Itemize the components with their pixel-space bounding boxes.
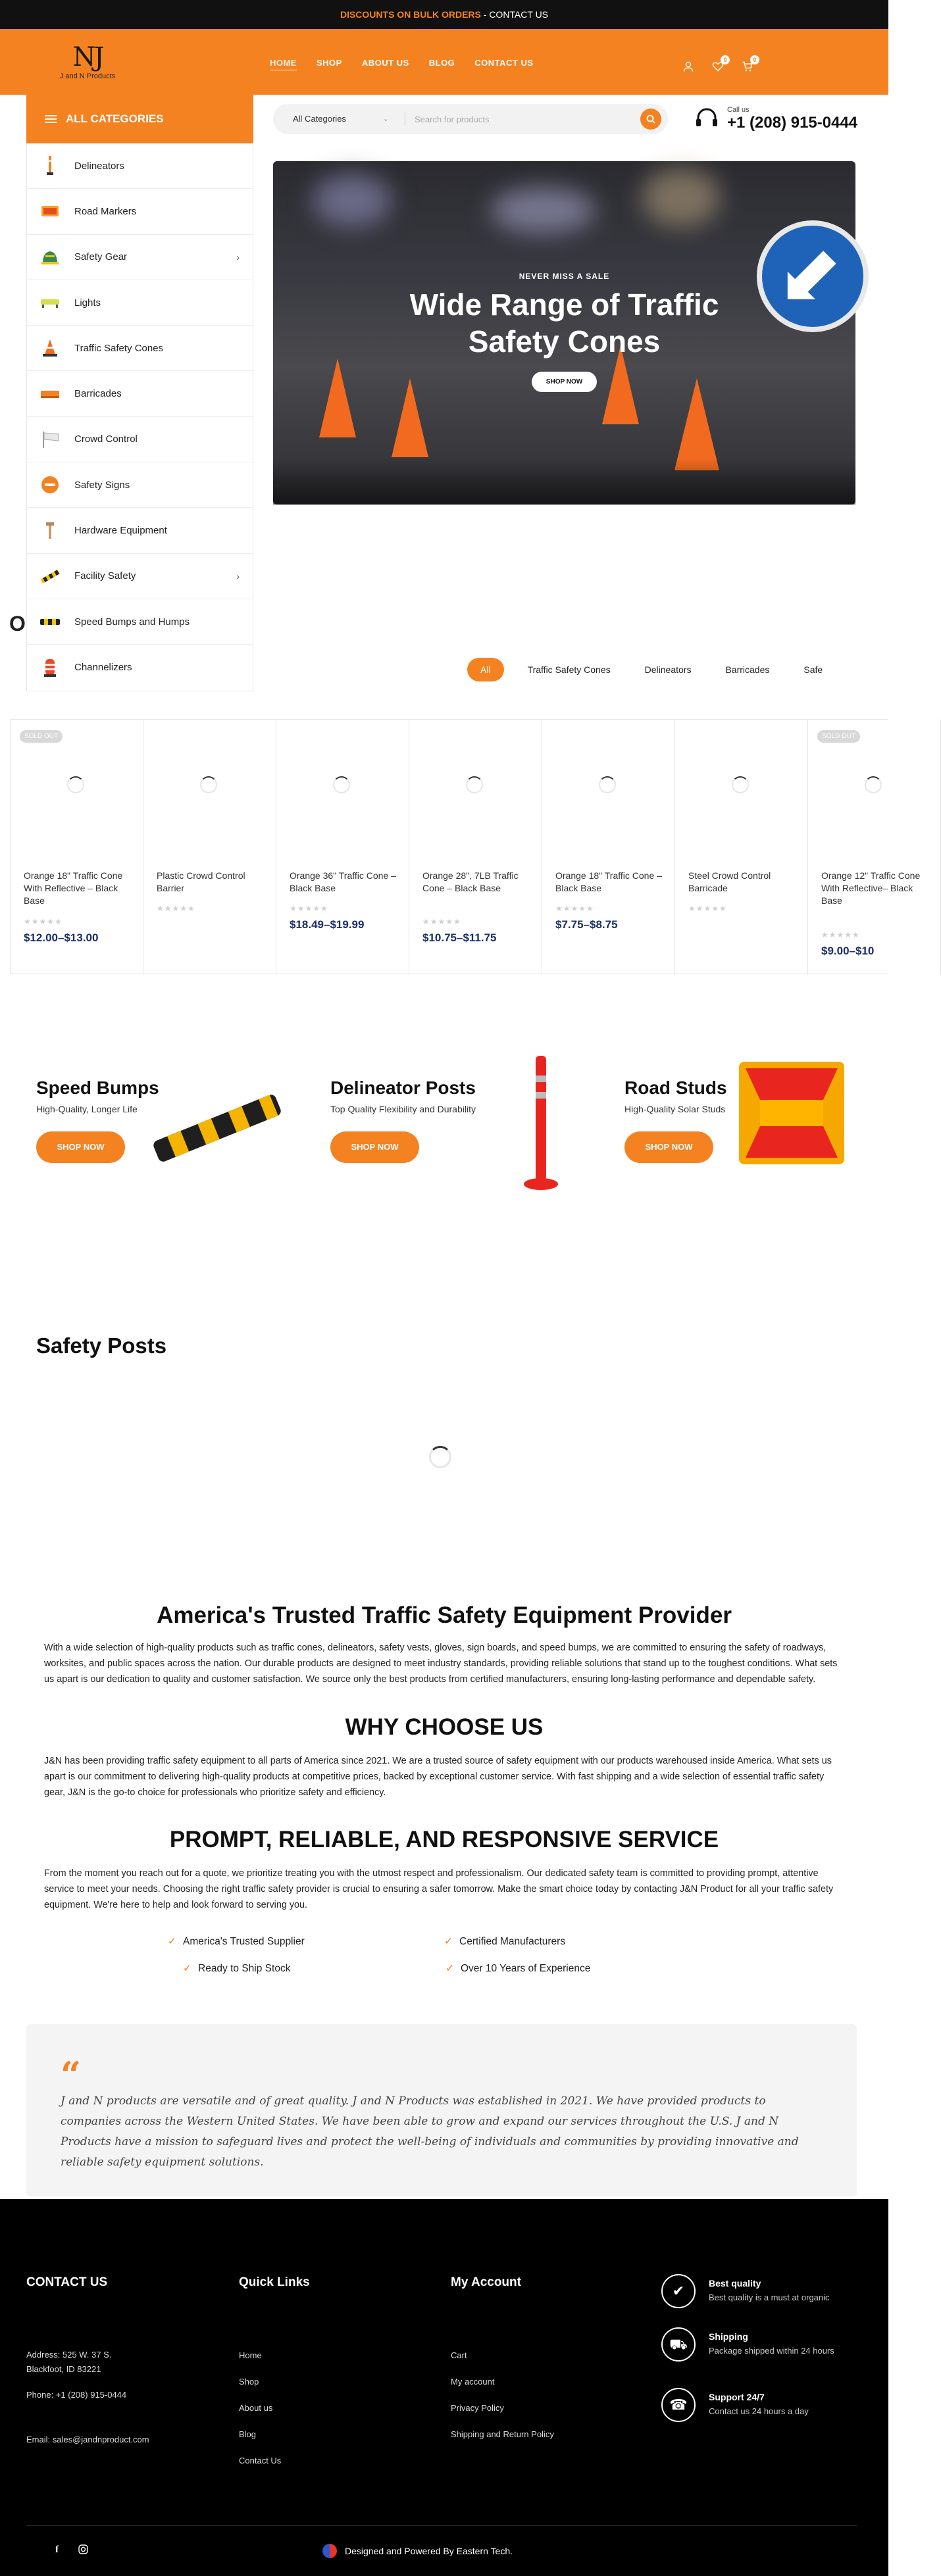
category-label: Facility Safety [74, 570, 136, 582]
footer-link-shipping[interactable]: Shipping and Return Policy [451, 2429, 554, 2439]
rating-stars-icon: ★★★★★ [290, 904, 328, 913]
category-label: Traffic Safety Cones [74, 342, 164, 354]
address-line: Address: 525 W. 37 S. [26, 2350, 112, 2360]
footer-quick-links-title: Quick Links [239, 2275, 310, 2289]
search-category-value: All Categories [293, 114, 346, 124]
sold-out-badge: SOLD OUT [20, 730, 63, 743]
safety-sign-icon [40, 475, 60, 495]
product-name[interactable]: Orange 18" Traffic Cone With Reflective – Black Base [24, 870, 123, 906]
category-label: Lights [74, 297, 101, 309]
speed-bump-icon [40, 612, 60, 632]
announcement-separator: - [480, 9, 490, 20]
footer-contact-title: CONTACT US [26, 2275, 108, 2289]
site-header [0, 29, 888, 95]
feature-desc: Package shipped within 24 hours [709, 2346, 834, 2356]
category-label: Barricades [74, 388, 122, 400]
product-card[interactable] [409, 720, 542, 975]
support-icon: ☎ [661, 2388, 696, 2422]
all-categories-toggle[interactable] [26, 95, 253, 143]
footer-link-privacy[interactable]: Privacy Policy [451, 2403, 504, 2413]
product-name[interactable]: Plastic Crowd Control Barrier [157, 870, 245, 893]
loading-spinner-icon [466, 776, 483, 793]
hero-title-line: Wide Range of Traffic [409, 287, 719, 322]
footer-divider [26, 2525, 857, 2526]
chevron-right-icon: › [236, 570, 240, 582]
bulk-discount-text: DISCOUNTS ON BULK ORDERS [340, 9, 481, 20]
category-item-traffic-safety-cones[interactable] [27, 326, 253, 371]
crowd-control-icon [40, 430, 60, 449]
checkmark-icon: ✓ [183, 1963, 191, 1974]
hero-bg-light [490, 187, 596, 234]
instagram-icon[interactable] [78, 2544, 88, 2557]
nav-home[interactable]: HOME [270, 58, 297, 68]
delineator-post-image [521, 1056, 561, 1194]
check-item [444, 1935, 565, 1948]
footer-address [26, 2348, 111, 2377]
nav-blog[interactable]: BLOG [428, 58, 455, 68]
footer-link-cart[interactable]: Cart [451, 2350, 467, 2360]
facebook-icon[interactable]: f [55, 2544, 59, 2555]
hero-road-shade [273, 458, 855, 505]
check-item [183, 1962, 290, 1975]
hero-bg-light [642, 168, 721, 227]
tab-traffic-safety-cones[interactable]: Traffic Safety Cones [527, 664, 611, 675]
category-item-safety-signs[interactable] [27, 462, 253, 508]
cone-icon [40, 338, 60, 358]
eastern-tech-logo-icon [322, 2544, 337, 2558]
category-label: Crowd Control [74, 433, 138, 445]
promo-title: Speed Bumps [36, 1077, 159, 1098]
sold-out-badge: SOLD OUT [817, 730, 860, 743]
address-line: Blackfoot, ID 83221 [26, 2364, 101, 2374]
announcement-contact-link[interactable]: CONTACT US [489, 9, 549, 20]
product-card[interactable] [542, 720, 675, 975]
promo-title: Delineator Posts [330, 1077, 476, 1098]
channelizer-icon [40, 658, 60, 678]
why-choose-us-title: WHY CHOOSE US [345, 1714, 544, 1740]
footer-link-my-account[interactable]: My account [451, 2377, 495, 2387]
search-icon [646, 114, 655, 124]
quality-icon: ✔ [661, 2274, 696, 2308]
category-label: Road Markers [74, 205, 137, 217]
checkmark-icon: ✓ [168, 1936, 176, 1947]
barricade-icon [40, 384, 60, 404]
product-filter-tabs [467, 658, 833, 681]
about-paragraph: With a wide selection of high-quality products such as traffic cones, delineators, safety vests, gloves, sign boards, and speed bumps, we are committed to ensuring the safety of roadways, worksites, and public spaces across the nation. Our durable products are designed to meet industry standards, providing reliable solutions that stand up to the toughest conditions. What sets us apart is our dedication to quality and customer satisfaction. We source only the best products from certified manufacturers, ensuring long-lasting performance and dependable safety. [44, 1643, 838, 1685]
account-icon[interactable] [682, 61, 695, 74]
facility-safety-icon [40, 566, 60, 586]
footer-link-home[interactable]: Home [239, 2350, 262, 2360]
headset-icon [694, 106, 721, 132]
wishlist-icon[interactable] [711, 57, 727, 74]
product-card[interactable] [808, 720, 941, 975]
footer-link-about[interactable]: About us [239, 2403, 273, 2413]
category-item-facility-safety[interactable] [27, 554, 253, 599]
service-title: PROMPT, RELIABLE, AND RESPONSIVE SERVICE [169, 1827, 719, 1852]
loading-spinner-icon [200, 776, 217, 793]
hero-slider[interactable] [273, 161, 855, 505]
loading-spinner-icon [333, 776, 350, 793]
chevron-right-icon: › [236, 251, 240, 262]
rating-stars-icon: ★★★★★ [157, 904, 195, 913]
truck-icon: ⛟ [661, 2327, 696, 2362]
hero-bg-light [313, 174, 392, 227]
check-item-label: Certified Manufacturers [459, 1936, 566, 1947]
rating-stars-icon: ★★★★★ [821, 930, 860, 939]
product-name[interactable]: Orange 18" Traffic Cone – Black Base [555, 870, 662, 893]
loading-spinner-icon [429, 1446, 451, 1468]
loading-spinner-icon [67, 776, 84, 793]
social-links [55, 2544, 88, 2557]
promo-road-studs [624, 1046, 907, 1164]
search-button[interactable] [640, 109, 661, 130]
product-card[interactable] [276, 720, 409, 975]
product-name[interactable]: Orange 36" Traffic Cone – Black Base [290, 870, 396, 893]
category-item-lights[interactable] [27, 280, 253, 326]
check-item-label: America's Trusted Supplier [183, 1936, 305, 1947]
hero-shop-now-button[interactable]: SHOP NOW [532, 372, 597, 392]
nav-about-us[interactable]: ABOUT US [361, 58, 409, 68]
feature-desc: Best quality is a must at organic [709, 2292, 830, 2302]
check-item [168, 1935, 305, 1948]
promo-title: Road Studs [624, 1077, 727, 1098]
rating-stars-icon: ★★★★★ [555, 904, 594, 913]
footer-link-shop[interactable]: Shop [239, 2377, 259, 2387]
check-item [445, 1962, 590, 1975]
cart-icon[interactable] [741, 57, 757, 74]
product-price: $9.00–$10 [821, 945, 875, 957]
promo-shop-now-button[interactable]: SHOP NOW [624, 1131, 713, 1163]
promo-shop-now-button[interactable]: SHOP NOW [330, 1131, 419, 1163]
check-item-label: Ready to Ship Stock [198, 1963, 291, 1974]
nav-contact-us[interactable]: CONTACT US [474, 58, 534, 68]
category-item-road-markers[interactable] [27, 189, 253, 234]
category-label: Delineators [74, 160, 124, 172]
cart-count-badge: 0 [750, 55, 759, 64]
promo-shop-now-button[interactable]: SHOP NOW [36, 1131, 125, 1163]
footer-credit-text[interactable]: Designed and Powered By Eastern Tech. [345, 2546, 513, 2556]
product-price: $12.00–$13.00 [24, 931, 99, 944]
tab-delineators[interactable]: Delineators [644, 664, 692, 675]
category-item-barricades[interactable] [27, 371, 253, 416]
product-card[interactable] [143, 720, 276, 975]
testimonial-text: J and N products are versatile and of great quality. J and N Products was established in 2021. We have provided products to companies across the Western United States. We have been able to grow and expand our services throughout the U.S. J and N Products have a mission to safeguard lives and protect the well-being of individuals and communities by providing innovative and reliable safety equipment solutions. [61, 2094, 799, 2169]
quote-icon: “ [61, 2054, 82, 2096]
category-list [26, 143, 253, 691]
product-price: $10.75–$11.75 [422, 931, 497, 944]
logo-mark: NJ [72, 42, 103, 72]
all-categories-title: ALL CATEGORIES [66, 112, 164, 125]
speed-bump-image [148, 1092, 286, 1164]
category-item-delineators[interactable] [27, 143, 253, 189]
announcement-bar [0, 0, 888, 29]
footer-link-contact[interactable]: Contact Us [239, 2456, 282, 2465]
product-name[interactable]: Steel Crowd Control Barricade [688, 870, 771, 893]
feature-title: Shipping [709, 2331, 748, 2342]
product-price: $7.75–$8.75 [555, 918, 618, 931]
feature-desc: Contact us 24 hours a day [709, 2406, 809, 2416]
testimonial-block [26, 2024, 857, 2196]
product-name[interactable]: Orange 12" Traffic Cone With Reflective– Black Base [821, 870, 921, 906]
category-label: Channelizers [74, 662, 132, 674]
category-item-hardware-equipment[interactable] [27, 508, 253, 553]
main-nav [270, 58, 534, 68]
road-stud-image [738, 1060, 846, 1166]
wishlist-count-badge: 0 [721, 55, 730, 64]
safety-posts-title: Safety Posts [36, 1333, 167, 1358]
why-choose-us-paragraph: J&N has been providing traffic safety equipment to all parts of America since 2021. We are a trusted source of safety equipment with our products warehoused inside America. What sets us apart is our commitment to delivering high-quality products at competitive prices, backed by exceptional customer service. With fast shipping and a wide selection of essential traffic safety gear, J&N is the go-to choice for professionals who prioritize safety and efficiency. [44, 1756, 832, 1798]
menu-icon [45, 115, 57, 123]
rating-stars-icon: ★★★★★ [24, 917, 63, 926]
promo-speed-bumps [36, 1046, 319, 1164]
lights-icon [40, 293, 60, 312]
checkmark-icon: ✓ [444, 1936, 453, 1947]
product-card[interactable] [675, 720, 808, 975]
rating-stars-icon: ★★★★★ [688, 904, 727, 913]
promo-delineator-posts [330, 1046, 613, 1164]
call-us-number: +1 (208) 915-0444 [727, 114, 858, 132]
feature-title: Support 24/7 [709, 2392, 765, 2402]
footer-credit [322, 2544, 513, 2558]
section-title-fragment: O [9, 612, 26, 635]
category-label: Safety Gear [74, 251, 128, 263]
chevron-down-icon: ⌄ [382, 115, 389, 123]
about-title: America's Trusted Traffic Safety Equipment Provider [157, 1602, 732, 1628]
hero-content [273, 272, 855, 392]
footer-phone[interactable]: Phone: +1 (208) 915-0444 [26, 2390, 127, 2400]
loading-spinner-icon [599, 776, 616, 793]
footer-email[interactable]: Email: sales@jandnproduct.com [26, 2435, 149, 2444]
product-card[interactable] [11, 720, 143, 975]
product-name[interactable]: Orange 28", 7LB Traffic Cone – Black Base [422, 870, 519, 893]
call-us-label: Call us [727, 106, 750, 114]
tab-safety[interactable]: Safe [803, 664, 823, 675]
promo-subtitle: High-Quality, Longer Life [36, 1104, 138, 1114]
delineator-icon [40, 156, 60, 176]
service-paragraph: From the moment you reach out for a quote, we prioritize treating you with the utmost respect and professionalism. Our dedicated safety team is committed to providing prompt, attentive service to meet your needs. Choosing the right traffic safety provider is crucial to ensuring a safer tomorrow. Make the smart choice today by contacting J&N Product for all your traffic safety equipment. We're here to help and look forward to serving you. [44, 1868, 834, 1910]
check-item-label: Over 10 Years of Experience [461, 1963, 591, 1974]
tab-barricades[interactable]: Barricades [725, 664, 770, 675]
product-price: $18.49–$19.99 [290, 918, 365, 931]
tab-all[interactable]: All [467, 658, 504, 681]
category-item-channelizers[interactable] [27, 645, 253, 690]
search-bar [273, 104, 668, 134]
road-marker-icon [40, 201, 60, 221]
category-item-safety-gear[interactable] [27, 235, 253, 280]
rating-stars-icon: ★★★★★ [422, 917, 461, 926]
promo-subtitle: High-Quality Solar Studs [624, 1104, 726, 1114]
category-item-speed-bumps[interactable] [27, 599, 253, 645]
hero-eyebrow: NEVER MISS A SALE [519, 272, 610, 281]
site-logo[interactable] [51, 43, 124, 80]
hardware-icon [40, 521, 60, 541]
hero-title [273, 286, 855, 360]
category-label: Hardware Equipment [74, 525, 167, 537]
call-us[interactable] [694, 104, 857, 134]
site-footer [0, 2199, 888, 2576]
hero-title-line: Safety Cones [468, 324, 661, 359]
category-label: Safety Signs [74, 479, 130, 491]
product-grid [10, 719, 921, 974]
category-item-crowd-control[interactable] [27, 417, 253, 462]
loading-spinner-icon [732, 776, 749, 793]
search-input[interactable] [415, 109, 625, 129]
hero-cone [674, 378, 719, 470]
search-category-select[interactable] [273, 104, 405, 134]
promo-subtitle: Top Quality Flexibility and Durability [330, 1104, 476, 1114]
safety-gear-icon [40, 247, 60, 267]
footer-link-blog[interactable]: Blog [239, 2429, 257, 2439]
footer-account-title: My Account [451, 2275, 521, 2289]
category-label: Speed Bumps and Humps [74, 616, 190, 628]
logo-name: J and N Products [59, 72, 116, 80]
feature-title: Best quality [709, 2278, 761, 2289]
checkmark-icon: ✓ [445, 1963, 454, 1974]
loading-spinner-icon [865, 776, 882, 793]
nav-shop[interactable]: SHOP [317, 58, 342, 68]
